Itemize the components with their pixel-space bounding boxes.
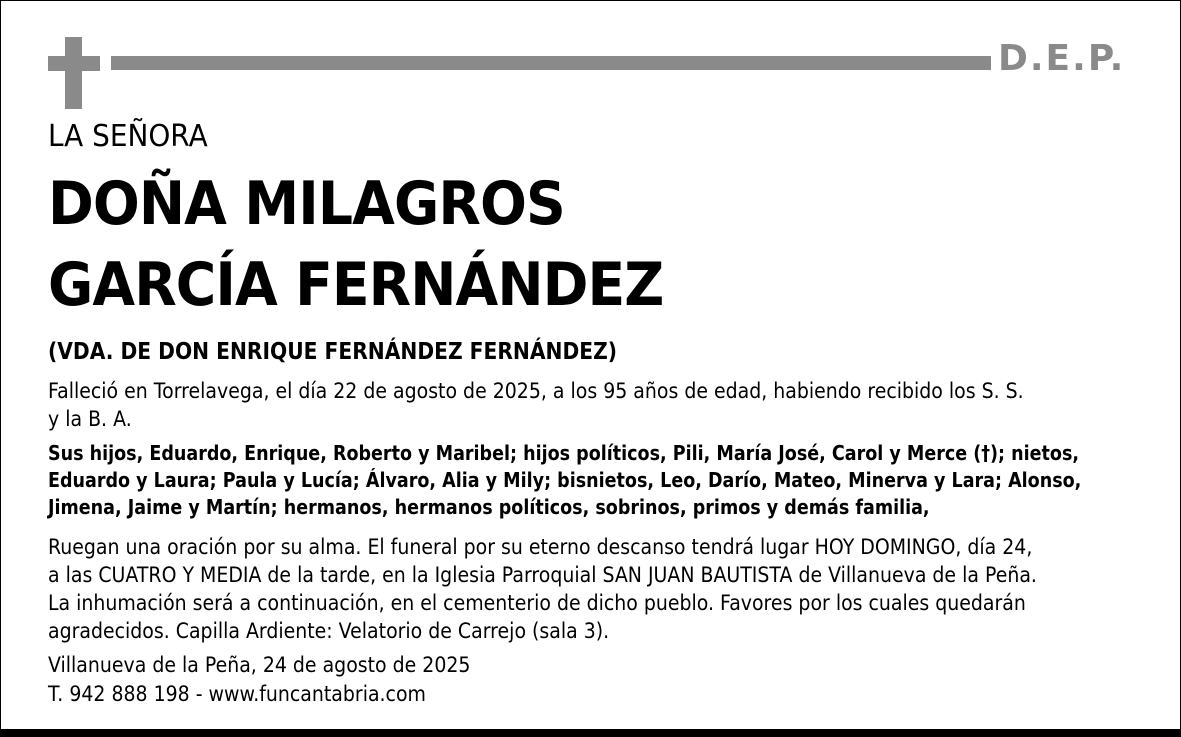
death-info-line: Falleció en Torrelavega, el día 22 de agosto de 2025, a los 95 años de edad, habiendo recibido los S. S. — [48, 379, 1024, 404]
funeral-line: agradecidos. Capilla Ardiente: Velatorio de Carrejo (sala 3). — [48, 619, 610, 644]
family-line: Jimena, Jaime y Martín; hermanos, hermanos políticos, sobrinos, primos y demás familia, — [48, 495, 930, 519]
header-divider — [111, 56, 991, 70]
deceased-name-line-1: DOÑA MILAGROS — [48, 169, 565, 239]
funeral-line: Ruegan una oración por su alma. El funeral por su eterno descanso tendrá lugar HOY DOMINGO, día 24, — [48, 535, 1033, 560]
family-list — [48, 440, 1081, 521]
cross-icon — [48, 37, 100, 109]
place-date: Villanueva de la Peña, 24 de agosto de 2025 — [48, 653, 471, 678]
funeral-line: La inhumación será a continuación, en el cementerio de dicho pueblo. Favores por los cuales quedarán — [48, 591, 1026, 616]
funeral-info — [48, 534, 1037, 646]
title-prefix: LA SEÑORA — [48, 119, 208, 154]
bottom-rule — [0, 729, 1181, 737]
contact-info: T. 942 888 198 - www.funcantabria.com — [48, 682, 426, 707]
funeral-line: a las CUATRO Y MEDIA de la tarde, en la Iglesia Parroquial SAN JUAN BAUTISTA de Villanueva de la Peña. — [48, 563, 1037, 588]
death-info — [48, 378, 1024, 434]
widow-of: (VDA. DE DON ENRIQUE FERNÁNDEZ FERNÁNDEZ) — [48, 339, 618, 365]
dep-label: D.E.P. — [998, 38, 1126, 79]
family-line: Eduardo y Laura; Paula y Lucía; Álvaro, Alia y Mily; bisnietos, Leo, Darío, Mateo, Minerva y Lara; Alonso, — [48, 468, 1082, 492]
death-info-line: y la B. A. — [48, 407, 132, 432]
family-line: Sus hijos, Eduardo, Enrique, Roberto y Maribel; hijos políticos, Pili, María José, Carol y Merce (†); nietos, — [48, 441, 1080, 465]
deceased-name-line-2: GARCÍA FERNÁNDEZ — [48, 250, 664, 320]
